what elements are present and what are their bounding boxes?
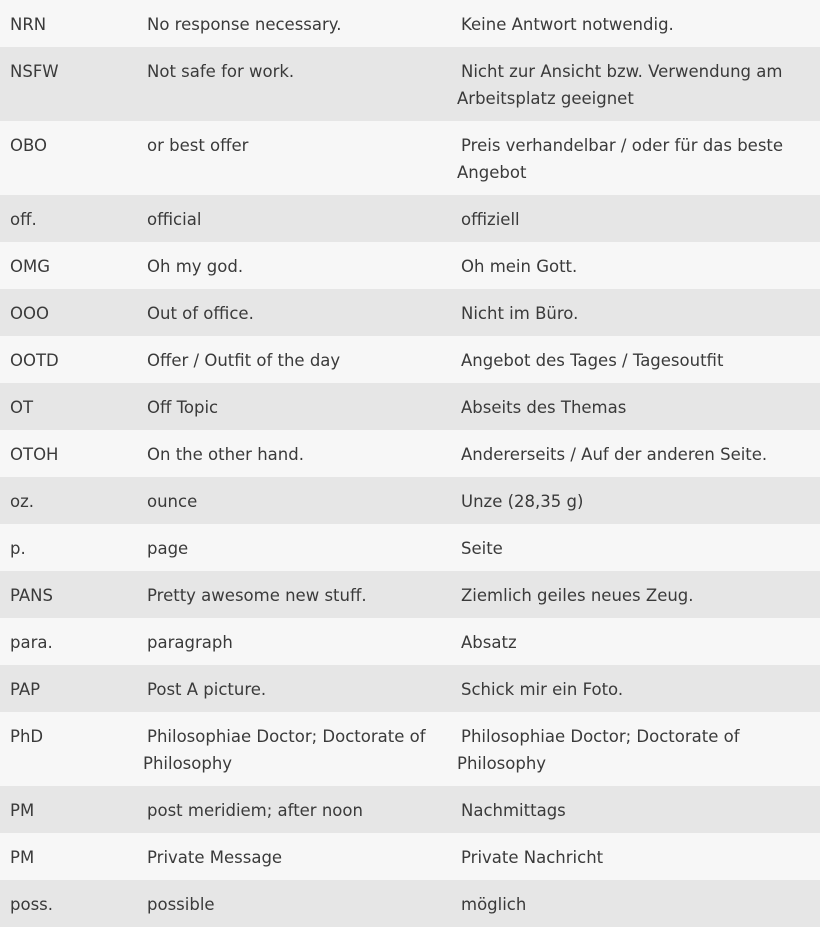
table-row: [0, 786, 820, 833]
table-row: [0, 665, 820, 712]
english-meaning-cell: Post A picture.: [147, 680, 267, 699]
table-row: [0, 430, 820, 477]
german-meaning-cell: möglich: [461, 895, 527, 914]
english-meaning-cell: paragraph: [147, 633, 233, 652]
abbreviation-cell: OTOH: [10, 445, 59, 464]
abbreviation-cell: PAP: [10, 680, 41, 699]
german-meaning-cell: Private Nachricht: [461, 848, 604, 867]
english-meaning-cell: page: [147, 539, 189, 558]
abbreviation-cell: PhD: [10, 727, 44, 746]
english-meaning-cell: or best offer: [147, 136, 249, 155]
english-meaning-cell: Not safe for work.: [147, 62, 295, 81]
german-meaning-cell: Abseits des Themas: [461, 398, 627, 417]
english-meaning-cell: official: [147, 210, 202, 229]
table-row: [0, 336, 820, 383]
table-row: [0, 289, 820, 336]
abbreviation-cell: OBO: [10, 136, 48, 155]
table-row: [0, 242, 820, 289]
german-meaning-cell: Nicht zur Ansicht bzw. Verwendung am Arbeitsplatz geeignet: [457, 62, 783, 108]
abbreviation-cell: NSFW: [10, 62, 59, 81]
german-meaning-cell: offiziell: [461, 210, 520, 229]
abbreviation-cell: PM: [10, 848, 35, 867]
table-row: [0, 833, 820, 880]
english-meaning-cell: Pretty awesome new stuff.: [147, 586, 367, 605]
abbreviation-cell: para.: [10, 633, 53, 652]
german-meaning-cell: Nachmittags: [461, 801, 566, 820]
table-row: [0, 121, 820, 195]
english-meaning-cell: On the other hand.: [147, 445, 304, 464]
table-row: [0, 618, 820, 665]
german-meaning-cell: Unze (28,35 g): [461, 492, 584, 511]
english-meaning-cell: Out of office.: [147, 304, 254, 323]
german-meaning-cell: Keine Antwort notwendig.: [461, 15, 674, 34]
german-meaning-cell: Absatz: [461, 633, 517, 652]
abbreviation-cell: OOO: [10, 304, 49, 323]
abbreviation-cell: p.: [10, 539, 26, 558]
english-meaning-cell: Oh my god.: [147, 257, 244, 276]
german-meaning-cell: Preis verhandelbar / oder für das beste Angebot: [457, 136, 784, 182]
abbreviation-cell: OT: [10, 398, 34, 417]
english-meaning-cell: Offer / Outfit of the day: [147, 351, 341, 370]
table-row: [0, 477, 820, 524]
table-row: [0, 0, 820, 47]
english-meaning-cell: Philosophiae Doctor; Doctorate of Philosophy: [143, 727, 426, 773]
abbreviation-cell: OOTD: [10, 351, 59, 370]
abbreviation-cell: NRN: [10, 15, 47, 34]
table-row: [0, 880, 820, 927]
german-meaning-cell: Ziemlich geiles neues Zeug.: [461, 586, 694, 605]
table-row: [0, 195, 820, 242]
german-meaning-cell: Nicht im Büro.: [461, 304, 579, 323]
english-meaning-cell: Off Topic: [147, 398, 219, 417]
table-row: [0, 712, 820, 786]
table-row: [0, 47, 820, 121]
table-row: [0, 571, 820, 618]
english-meaning-cell: possible: [147, 895, 215, 914]
german-meaning-cell: Schick mir ein Foto.: [461, 680, 624, 699]
abbreviation-cell: off.: [10, 210, 37, 229]
english-meaning-cell: ounce: [147, 492, 198, 511]
german-meaning-cell: Philosophiae Doctor; Doctorate of Philosophy: [457, 727, 740, 773]
abbreviation-cell: oz.: [10, 492, 35, 511]
english-meaning-cell: Private Message: [147, 848, 283, 867]
abbreviation-cell: poss.: [10, 895, 54, 914]
german-meaning-cell: Andererseits / Auf der anderen Seite.: [461, 445, 768, 464]
abbreviation-cell: PM: [10, 801, 35, 820]
abbreviation-cell: OMG: [10, 257, 51, 276]
english-meaning-cell: No response necessary.: [147, 15, 342, 34]
abbreviation-cell: PANS: [10, 586, 53, 605]
german-meaning-cell: Angebot des Tages / Tagesoutfit: [461, 351, 724, 370]
table-row: [0, 383, 820, 430]
german-meaning-cell: Seite: [461, 539, 503, 558]
german-meaning-cell: Oh mein Gott.: [461, 257, 578, 276]
english-meaning-cell: post meridiem; after noon: [147, 801, 363, 820]
table-row: [0, 524, 820, 571]
